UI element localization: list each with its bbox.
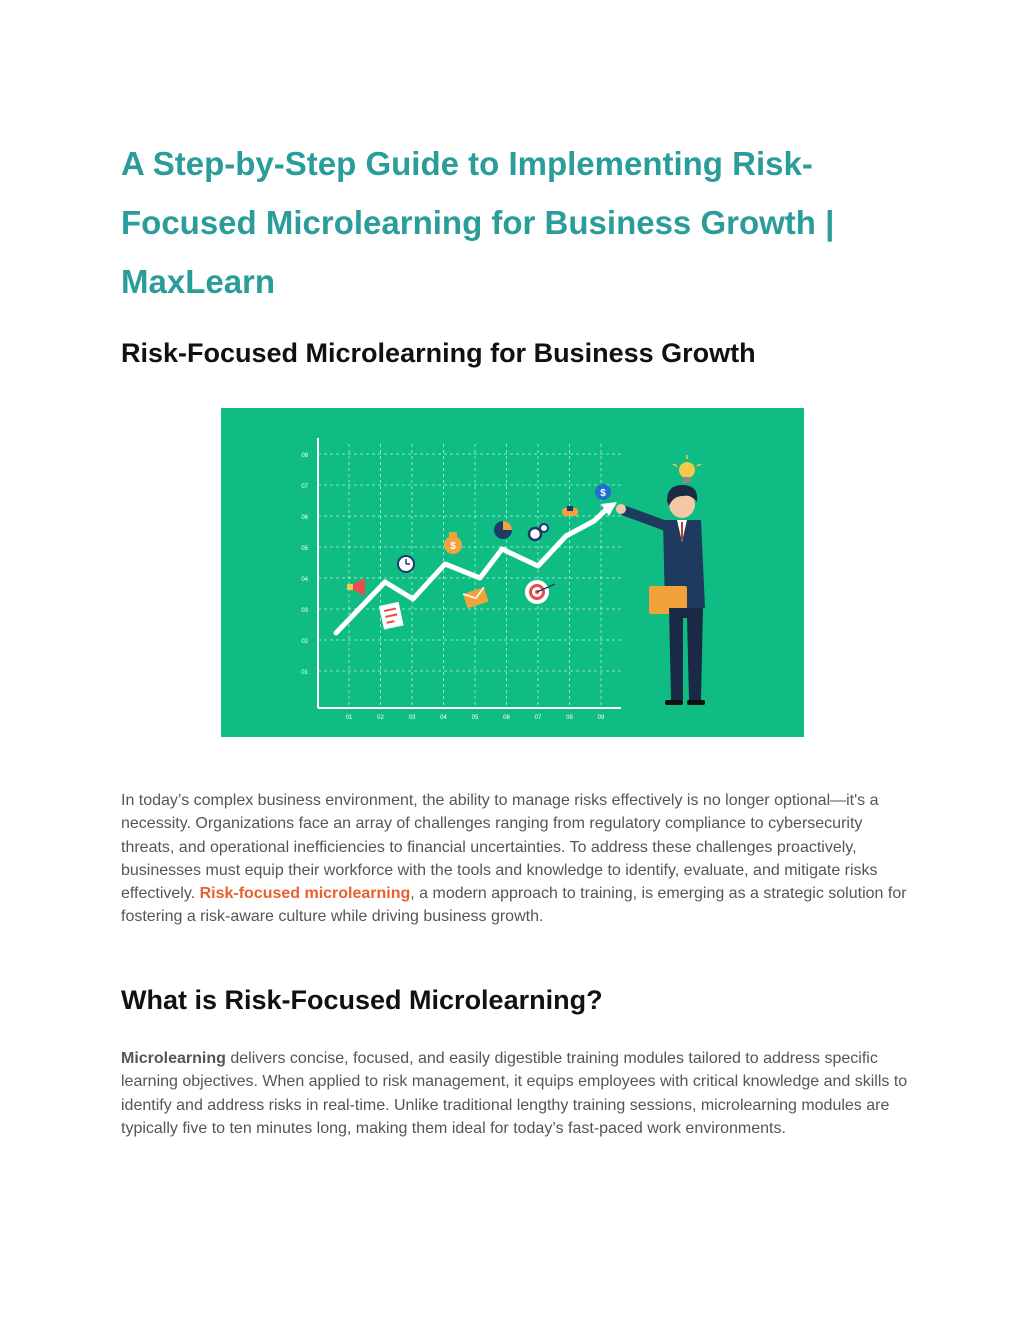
x-tick-label: 07 (534, 715, 542, 721)
definition-text: delivers concise, focused, and easily digestible training modules tailored to address specific learning objectives. When applied to risk management, it equips employees with critical knowledge and skills to identify and address risks in real-time. Unlike traditional lengthy training sessions, microlearning modules are typically five to ten minutes long, making them ideal for today’s fast-paced work environments. (121, 1050, 908, 1137)
y-tick-label: 06 (301, 515, 308, 521)
y-tick-label: 04 (301, 577, 308, 583)
x-tick-label: 08 (566, 715, 573, 721)
y-tick-label: 01 (301, 670, 308, 676)
pie-chart-icon (494, 521, 512, 539)
document-title: A Step-by-Step Guide to Implementing Risk-Focused Microlearning for Business Growth | MaxLearn (121, 145, 835, 300)
target-icon (525, 580, 555, 604)
svg-text:$: $ (600, 488, 606, 499)
x-tick-label: 01 (345, 715, 353, 721)
y-tick-labels (301, 453, 308, 676)
x-tick-label: 06 (503, 715, 510, 721)
clock-icon (398, 556, 414, 572)
intro-text-before-link: In today’s complex business environment, the ability to manage risks effectively is no longer optional—it's a necessity. Organizations face an array of challenges ranging from regulatory compliance to cybersecurity threats, and operational inefficiencies to financial uncertainties. To address these challenges proactively, businesses must equip their workforce with the tools and knowledge to identify, evaluate, and mitigate risks effectively. (121, 792, 879, 903)
intro-text-after-link: , a modern approach to training, is emerging as a strategic solution for fostering a risk-aware culture while driving business growth. (121, 885, 907, 926)
y-tick-label: 07 (301, 484, 308, 490)
risk-focused-microlearning-link[interactable]: Risk-focused microlearning (199, 885, 411, 903)
document-icon (379, 602, 404, 630)
y-tick-label: 08 (301, 453, 308, 459)
intro-paragraph (121, 789, 911, 929)
businessman-illustration (616, 485, 705, 705)
dollar-coin-icon (595, 484, 611, 500)
section-heading-what-is: What is Risk-Focused Microlearning? (121, 985, 603, 1015)
x-tick-label: 03 (408, 715, 416, 721)
growth-chart-illustration (221, 408, 804, 737)
money-bag-icon (444, 532, 462, 554)
microlearning-term: Microlearning (121, 1050, 226, 1067)
svg-text:$: $ (450, 541, 456, 552)
growth-trend-line (336, 507, 609, 633)
megaphone-icon (347, 578, 365, 596)
x-tick-label: 04 (440, 715, 447, 721)
hero-image (221, 408, 804, 737)
gears-icon (529, 524, 548, 540)
x-tick-label: 02 (377, 715, 384, 721)
lightbulb-icon (673, 455, 701, 483)
y-tick-label: 02 (301, 639, 308, 645)
x-tick-label: 05 (471, 715, 479, 721)
y-tick-label: 05 (301, 546, 308, 552)
definition-paragraph (121, 1047, 911, 1140)
x-tick-labels (346, 715, 605, 721)
y-tick-label: 03 (301, 608, 308, 614)
envelope-icon (463, 587, 489, 608)
handshake-icon (562, 506, 578, 516)
section-heading-business-growth: Risk-Focused Microlearning for Business Growth (121, 338, 756, 368)
x-tick-label: 09 (597, 715, 605, 721)
